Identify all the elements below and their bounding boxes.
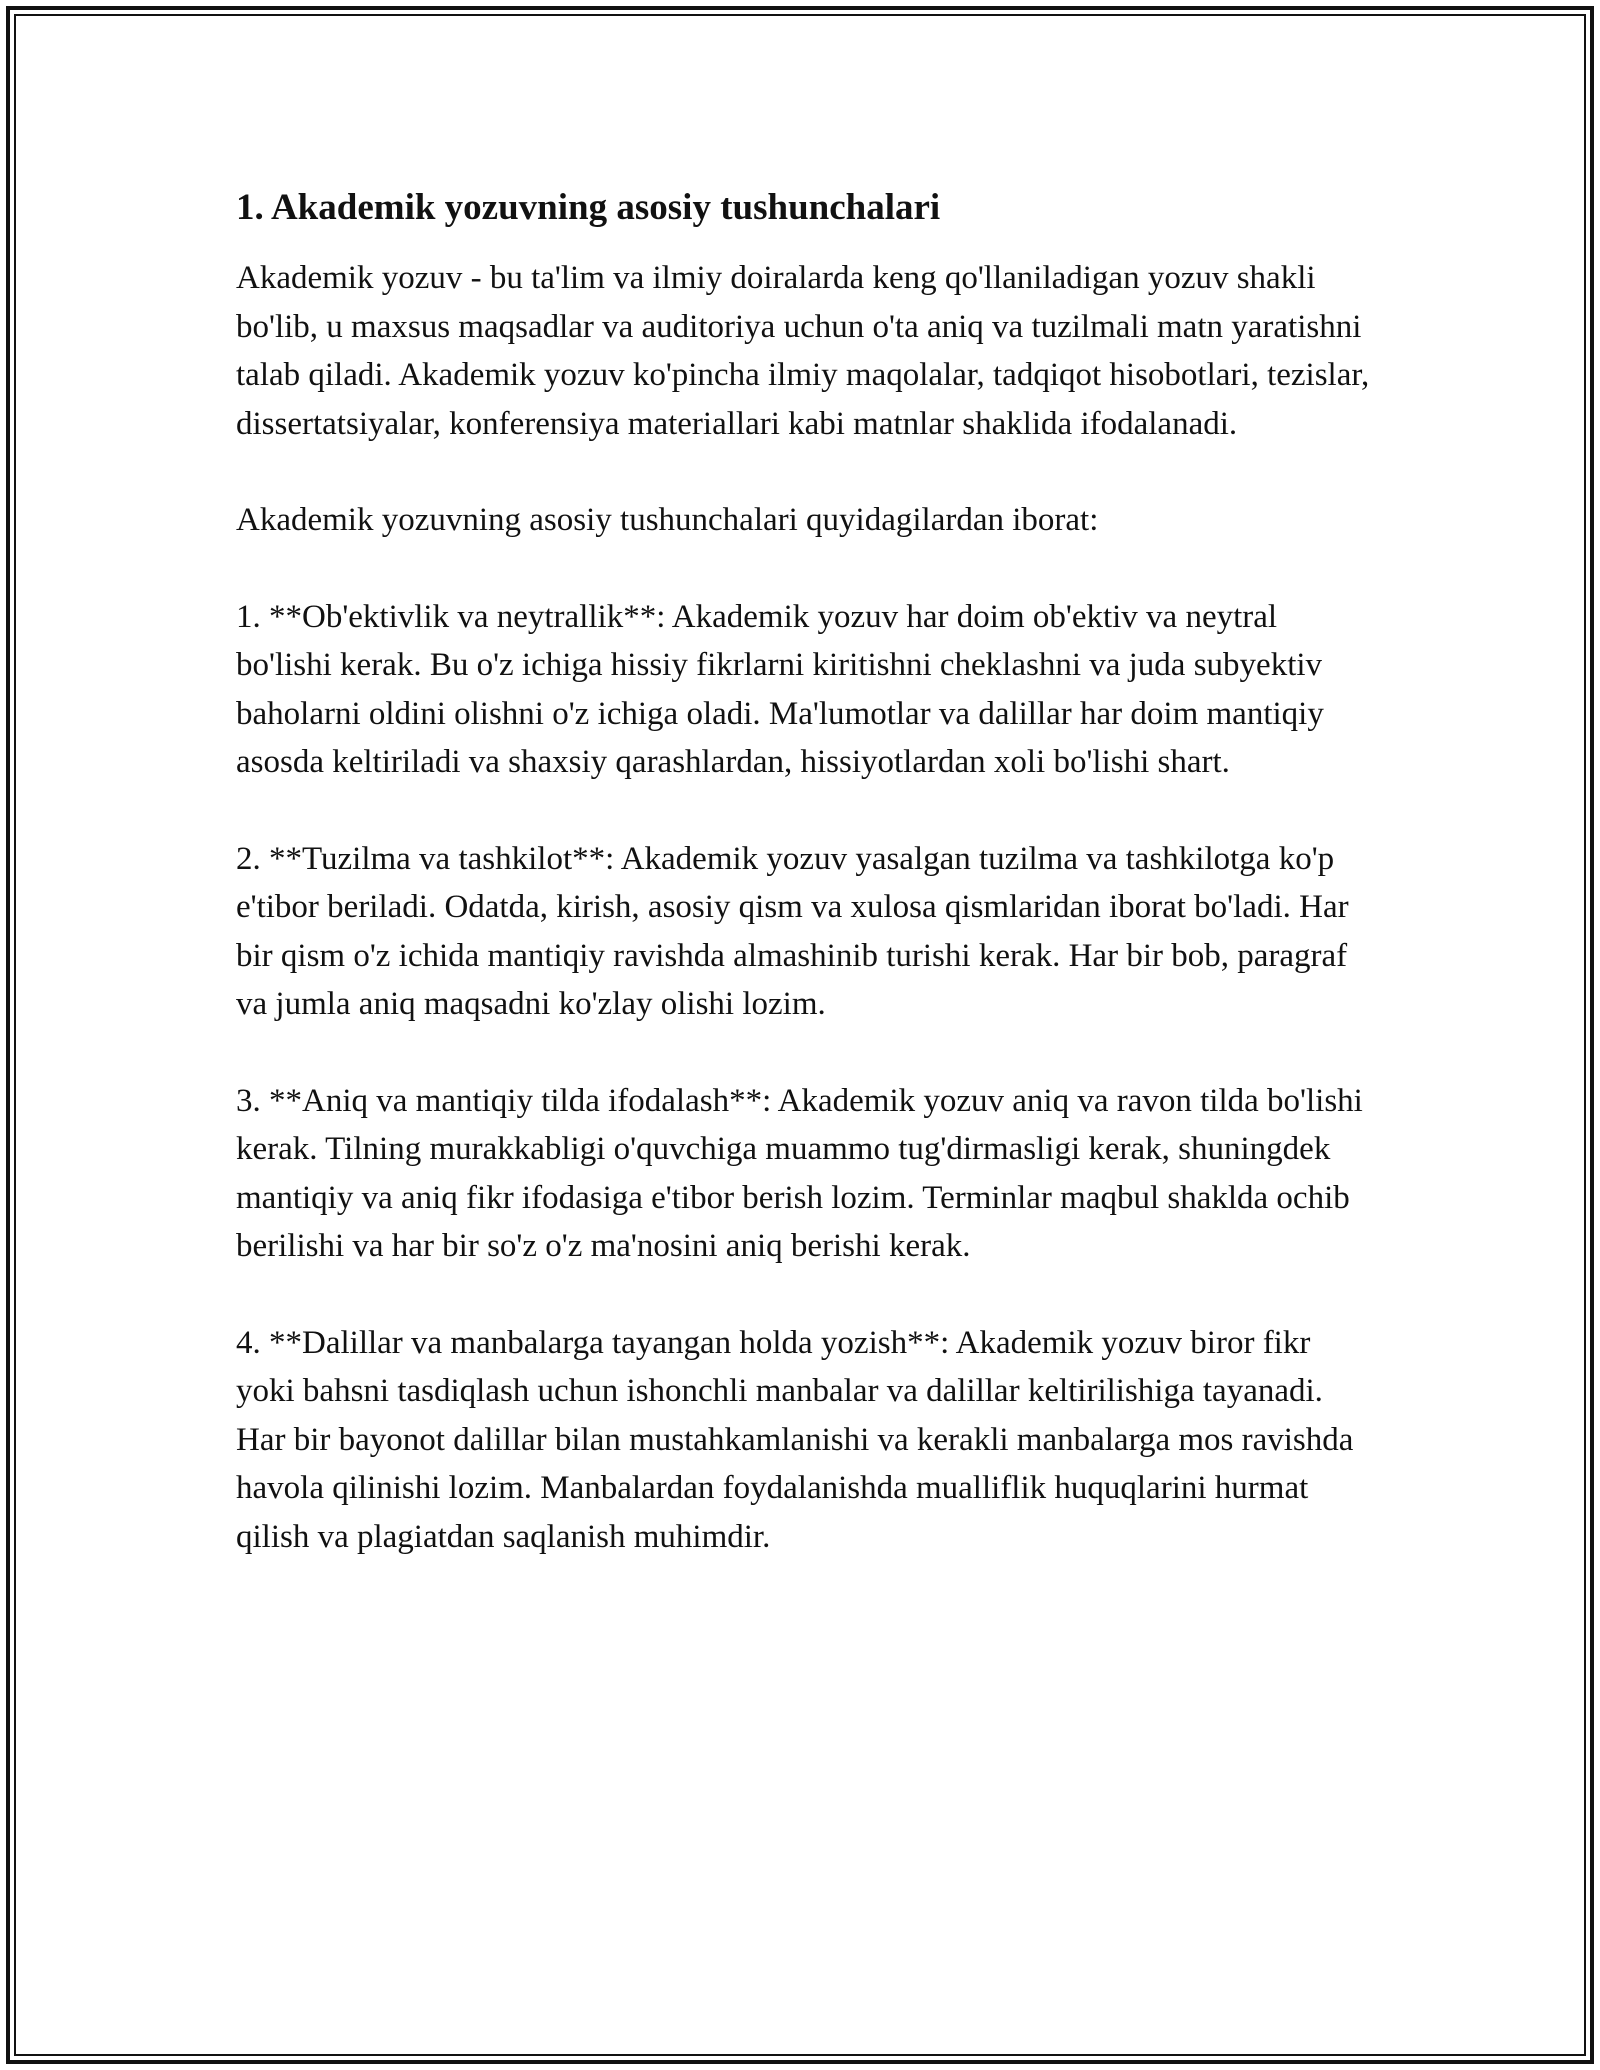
paragraph-point-3: 3. **Aniq va mantiqiy tilda ifodalash**: Akademik yozuv aniq va ravon tilda bo'lishi kerak. Tilning murakkabligi o'quvchiga muammo tug'dirmasligi kerak, shuningdek mantiqiy va aniq fikr ifodasiga e'tibor berish lozim. Terminlar maqbul shaklda ochib berilishi va har bir so'z o'z ma'nosini aniq berishi kerak.	[236, 1082, 1363, 1264]
paragraph-lead-in: Akademik yozuvning asosiy tushunchalari quyidagilardan iborat:	[236, 502, 1099, 538]
document-title: 1. Akademik yozuvning asosiy tushunchalari	[236, 187, 941, 228]
paragraph-point-1: 1. **Ob'ektivlik va neytrallik**: Akademik yozuv har doim ob'ektiv va neytral bo'lishi kerak. Bu o'z ichiga hissiy fikrlarni kiritishni cheklashni va juda subyektiv baholarni oldini olishni o'z ichiga oladi. Ma'lumotlar va dalillar har doim mantiqiy asosda keltiriladi va shaxsiy qarashlardan, hissiyotlardan xoli bo'lishi shart.	[236, 598, 1324, 780]
document-body	[236, 184, 1376, 1609]
paragraph-point-2: 2. **Tuzilma va tashkilot**: Akademik yozuv yasalgan tuzilma va tashkilotga ko'p e'tibor beriladi. Odatda, kirish, asosiy qism va xulosa qismlaridan iborat bo'ladi. Har bir qism o'z ichida mantiqiy ravishda almashinib turishi kerak. Har bir bob, paragraf va jumla aniq maqsadni ko'zlay olishi lozim.	[236, 840, 1349, 1022]
paragraph-intro: Akademik yozuv - bu ta'lim va ilmiy doiralarda keng qo'llaniladigan yozuv shakli bo'lib, u maxsus maqsadlar va auditoriya uchun o'ta aniq va tuzilmali matn yaratishni talab qiladi. Akademik yozuv ko'pincha ilmiy maqolalar, tadqiqot hisobotlari, tezislar, dissertatsiyalar, konferensiya materiallari kabi matnlar shaklida ifodalanadi.	[236, 260, 1370, 442]
paragraph-point-4: 4. **Dalillar va manbalarga tayangan holda yozish**: Akademik yozuv biror fikr yoki bahsni tasdiqlash uchun ishonchli manbalar va dalillar keltirilishiga tayanadi. Har bir bayonot dalillar bilan mustahkamlanishi va kerakli manbalarga mos ravishda havola qilinishi lozim. Manbalardan foydalanishda mualliflik huquqlarini hurmat qilish va plagiatdan saqlanish muhimdir.	[236, 1324, 1354, 1555]
